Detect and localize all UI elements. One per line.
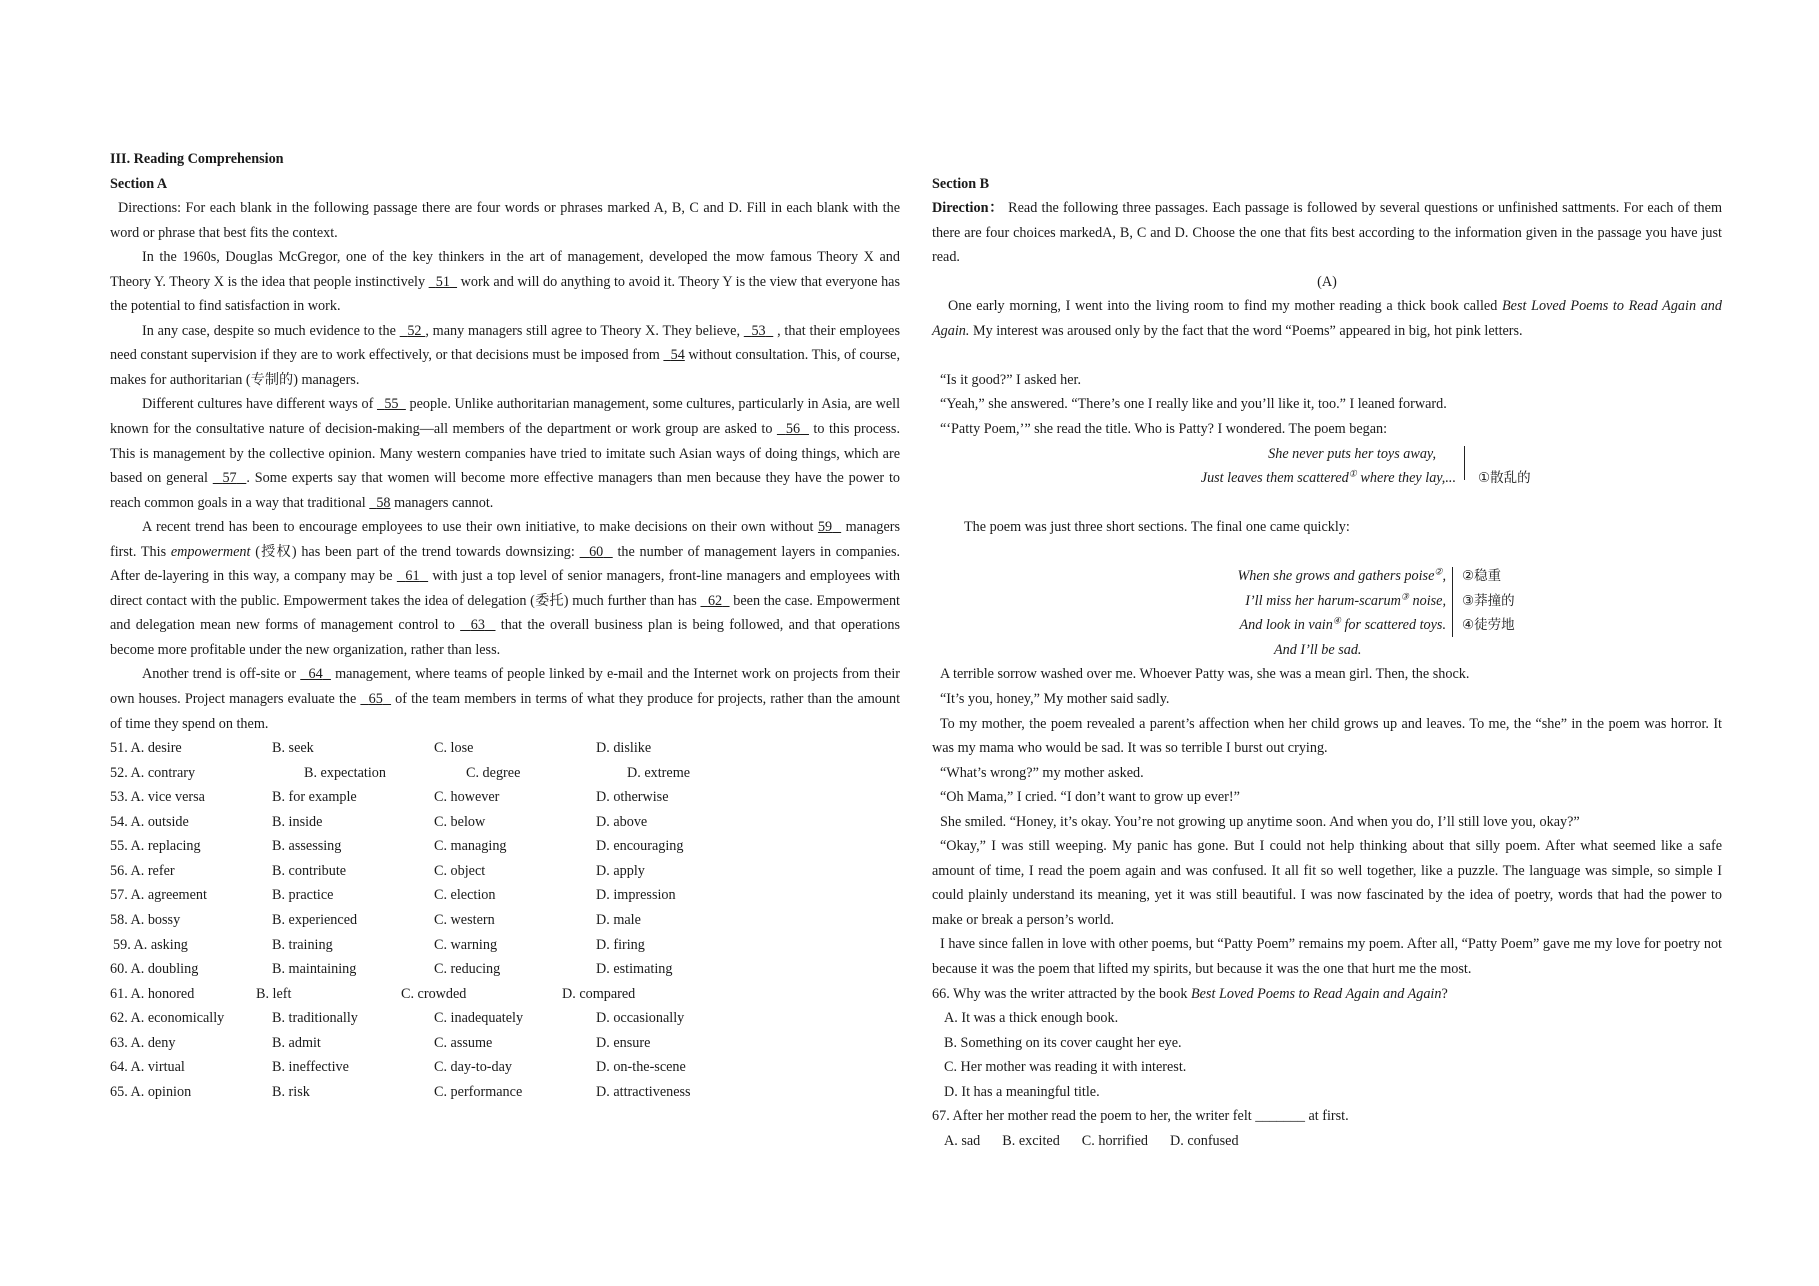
q67-option-a: A. sad bbox=[944, 1132, 981, 1149]
blank-60: 60 bbox=[589, 543, 604, 560]
story-3: To my mother, the poem revealed a parent’s affection when her child grows up and leaves. To me, the “she” in the poem was horror. It was my mama who would be sad. It was so terrible I burst out crying. bbox=[932, 715, 1722, 757]
q67-option-d: D. confused bbox=[1170, 1132, 1239, 1149]
blank-55: 55 bbox=[384, 396, 399, 413]
passage-paragraph-4: A recent trend has been to encourage employees to use their own initiative, to make decisions on their own without 59 managers first. This empowerment (授权) has been part of the trend towards downsizing: 60 the number of management layers in companies. After de-layering in this way, a company may be 61 with just a top level of senior managers, front-line managers and employees with direct contact with the public. Empowerment takes the idea of delegation (委托) much further than has 62 been the case. Empowerment and delegation mean new forms of management control to 63 that the overall business plan is being followed, and that operations become more profitable under the new organization, rather than less. bbox=[110, 519, 901, 658]
option-row-60: 60. A. doubling B. maintaining C. reducing D. estimating bbox=[110, 961, 673, 978]
dialogue-3: “‘Patty Poem,’” she read the title. Who is Patty? I wondered. The poem began: bbox=[940, 420, 1388, 437]
right-column bbox=[932, 172, 1722, 1154]
option-row-55: 55. A. replacing B. assessing C. managing D. encouraging bbox=[110, 838, 684, 855]
options-list bbox=[110, 736, 900, 1104]
story-5: “Oh Mama,” I cried. “I don’t want to grow up ever!” bbox=[940, 789, 1240, 806]
blank-59: 59 bbox=[817, 519, 833, 536]
question-67: 67. After her mother read the poem to her, the writer felt _______ at first. bbox=[932, 1108, 1349, 1125]
blank-54: 54 bbox=[670, 347, 685, 364]
passage-a-intro: One early morning, I went into the living room to find my mother reading a thick book called Best Loved Poems to Read Again and Again. My interest was aroused only by the fact that the word “Poems” appeared in big, hot pink letters. bbox=[932, 298, 1722, 339]
poem2-line-2: I’ll miss her harum-scarum③ noise, bbox=[1245, 591, 1446, 609]
option-row-56: 56. A. refer B. contribute C. object D. apply bbox=[110, 862, 645, 879]
story-1: A terrible sorrow washed over me. Whoever Patty was, she was a mean girl. Then, the shock. bbox=[940, 666, 1470, 683]
blank-61: 61 bbox=[405, 568, 420, 585]
footnote-3: ③莽撞的 bbox=[1462, 592, 1515, 609]
story-7: “Okay,” I was still weeping. My panic has gone. But I could not help thinking about that silly poem. After what seemed like a safe amount of time, I read the poem again and was confused. It all fit so well together, like a puzzle. The language was simple, so simple I could plainly understand its meaning, yet it was still beautiful. I was now fascinated by the idea of poetry, words that had the power to make or break a person’s world. bbox=[932, 838, 1722, 928]
blank-65: 65 bbox=[368, 691, 383, 708]
blank-56: 56 bbox=[785, 421, 801, 438]
blank-62: 62 bbox=[707, 592, 723, 609]
passage-paragraph-5: Another trend is off-site or 64 management, where teams of people linked by e-mail and the Internet work on projects from their own houses. Project managers evaluate the 65 of the team members in terms of what they produce for projects, rather than the amount of time they spend on them. bbox=[110, 666, 901, 732]
q66-option-d: D. It has a meaningful title. bbox=[944, 1083, 1100, 1100]
passage-paragraph-3: Different cultures have different ways of 55 people. Unlike authoritarian management, some cultures, particularly in Asia, are well known for the consultative nature of decision-making—all members of the department or work group are asked to 56 to this process. This is management by the collective opinion. Many western companies have tried to imitate such Asian ways of doing things, which are based on general 57 . Some experts say that women will become more effective managers than men because they have the power to reach common goals in a way that traditional 58 managers cannot. bbox=[110, 396, 901, 511]
blank-51: 51 bbox=[435, 273, 450, 290]
section-a-title: Section A bbox=[110, 175, 168, 192]
story-2: “It’s you, honey,” My mother said sadly. bbox=[940, 690, 1170, 707]
story-6: She smiled. “Honey, it’s okay. You’re not growing up anytime soon. And when you do, I’ll still love you, okay?” bbox=[940, 813, 1580, 830]
poem-excerpt-2 bbox=[932, 564, 1722, 662]
option-row-52: 52. A. contrary B. expectation C. degree D. extreme bbox=[110, 764, 691, 781]
poem2-divider bbox=[1452, 567, 1453, 637]
poem1-line-2: Just leaves them scattered① where they lay,... bbox=[1200, 468, 1456, 487]
empowerment-term: empowerment bbox=[170, 543, 251, 560]
question-66: 66. Why was the writer attracted by the book Best Loved Poems to Read Again and Again? bbox=[932, 985, 1448, 1002]
blank-52: 52 bbox=[407, 322, 422, 339]
dialogue-1: “Is it good?” I asked her. bbox=[940, 371, 1082, 388]
story-8: I have since fallen in love with other poems, but “Patty Poem” remains my poem. After all, “Patty Poem” gave me my love for poetry not because it was the poem that lifted my spirits, but because it was the one that hurt me the most. bbox=[932, 936, 1722, 977]
poem1-divider bbox=[1464, 446, 1465, 480]
section-a-directions: Directions: For each blank in the following passage there are four words or phrases marked A, B, C and D. Fill in each blank with the word or phrase that best fits the context. bbox=[110, 200, 900, 241]
dialogue-2: “Yeah,” she answered. “There’s one I really like and you’ll like it, too.” I leaned forward. bbox=[940, 396, 1447, 413]
option-row-59: 59. A. asking B. training C. warning D. firing bbox=[113, 936, 645, 953]
poem2-line-4: And I’ll be sad. bbox=[1274, 641, 1362, 658]
footnote-4: ④徒劳地 bbox=[1462, 617, 1515, 634]
q67-option-b: B. excited bbox=[1002, 1132, 1060, 1149]
option-row-58: 58. A. bossy B. experienced C. western D. male bbox=[110, 911, 641, 928]
footnote-2: ②稳重 bbox=[1462, 568, 1502, 585]
poem2-line-3: And look in vain④ for scattered toys. bbox=[1239, 615, 1446, 634]
option-row-61: 61. A. honored B. left C. crowded D. compared bbox=[110, 985, 636, 1002]
option-row-64: 64. A. virtual B. ineffective C. day-to-day D. on-the-scene bbox=[110, 1059, 686, 1076]
poem1-line-1: She never puts her toys away, bbox=[1268, 445, 1436, 462]
q67-option-c: C. horrified bbox=[1081, 1132, 1148, 1149]
q66-option-c: C. Her mother was reading it with interest. bbox=[944, 1059, 1187, 1076]
blank-64: 64 bbox=[308, 666, 323, 683]
part-heading: III. Reading Comprehension bbox=[110, 151, 284, 167]
passage-paragraph-2: In any case, despite so much evidence to the 52 , many managers still agree to Theory X. They believe, 53 , that their employees need constant supervision if they are to work effectively, or that decisions must be imposed from 54 without consultation. This, of course, makes for authoritarian (专制的) managers. bbox=[110, 322, 900, 388]
poem2-line-1: When she grows and gathers poise②, bbox=[1237, 566, 1446, 585]
story-4: “What’s wrong?” my mother asked. bbox=[940, 764, 1144, 781]
blank-58: 58 bbox=[376, 494, 391, 511]
option-row-51: 51. A. desire B. seek C. lose D. dislike bbox=[110, 740, 652, 757]
left-column bbox=[110, 147, 900, 1104]
option-row-63: 63. A. deny B. admit C. assume D. ensure bbox=[110, 1034, 651, 1051]
q66-option-b: B. Something on its cover caught her eye. bbox=[944, 1034, 1182, 1051]
option-row-62: 62. A. economically B. traditionally C. inadequately D. occasionally bbox=[110, 1010, 685, 1027]
q67-options bbox=[932, 1129, 1722, 1154]
passage-paragraph-1: In the 1960s, Douglas McGregor, one of the key thinkers in the art of management, developed the mow famous Theory X and Theory Y. Theory X is the idea that people instinctively 51 work and will do anything to avoid it. Theory Y is the view that everyone has the potential to find satisfaction in work. bbox=[110, 249, 901, 315]
section-b-directions: Direction： Read the following three passages. Each passage is followed by several questions or unfinished sattments. For each of them there are four choices markedA, B, C and D. Choose the one that fits best according to the information given in the passage you have just read. bbox=[932, 200, 1722, 266]
passage-a-label: (A) bbox=[1317, 273, 1337, 290]
option-row-54: 54. A. outside B. inside C. below D. above bbox=[110, 813, 648, 830]
poem-excerpt-1 bbox=[932, 442, 1722, 491]
blank-53: 53 bbox=[751, 322, 766, 339]
section-b-title: Section B bbox=[932, 175, 990, 192]
poem-sections-note: The poem was just three short sections. The final one came quickly: bbox=[964, 519, 1350, 536]
blank-57: 57 bbox=[222, 470, 237, 487]
blank-63: 63 bbox=[470, 617, 485, 634]
option-row-65: 65. A. opinion B. risk C. performance D. attractiveness bbox=[110, 1083, 691, 1100]
option-row-53: 53. A. vice versa B. for example C. however D. otherwise bbox=[110, 789, 669, 806]
q66-option-a: A. It was a thick enough book. bbox=[944, 1010, 1119, 1027]
option-row-57: 57. A. agreement B. practice C. election D. impression bbox=[110, 887, 676, 904]
footnote-1: ①散乱的 bbox=[1478, 469, 1531, 486]
